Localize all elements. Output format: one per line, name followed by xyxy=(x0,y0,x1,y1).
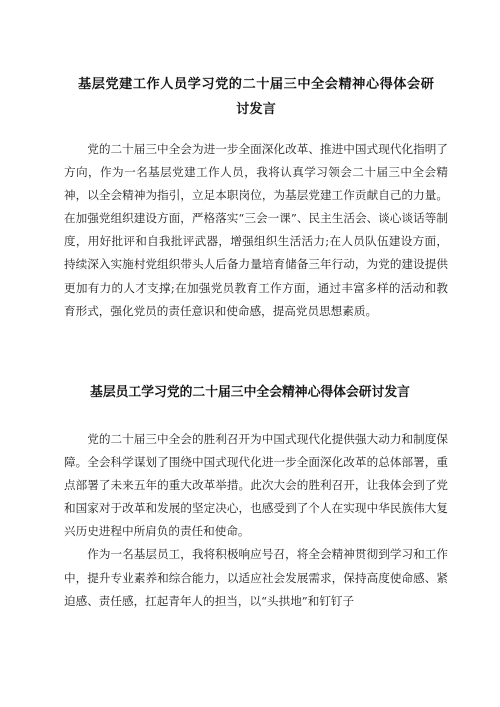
section-2-body xyxy=(64,428,448,613)
section-2-title: 基层员工学习党的二十届三中全会精神心得体会研讨发言 xyxy=(90,385,410,400)
section-1-paragraph: 党的二十届三中全会为进一步全面深化改革、推进中国式现代化指明了方向，作为一名基层党建工作人员，我将认真学习领会二十届三中全会精神，以全会精神为指引，立足本职岗位，为基层党建工作贡献自己的力量。在加强党组织建设方面，严格落实“三会一课”、民主生活会、谈心谈话等制度，用好批评和自我批评武器，增强组织生活活力;在人员队伍建设方面，持续深入实施村党组织带头人后备力量培育储备三年行动，为党的建设提供更加有力的人才支撑;在加强党员教育工作方面，通过丰富多样的活动和教育形式，强化党员的责任意识和使命感，提高党员思想素质。 xyxy=(64,142,448,318)
section-2-paragraph-2: 作为一名基层员工，我将积极响应号召，将全会精神贯彻到学习和工作中，提升专业素养和综合能力，以适应社会发展需求，保持高度使命感、紧迫感、责任感，扛起青年人的担当，以“头拱地”和钉钉子 xyxy=(64,547,448,608)
section-1-title: 基层党建工作人员学习党的二十届三中全会精神心得体会研讨发言 xyxy=(78,77,434,117)
section-2-paragraph-1: 党的二十届三中全会的胜利召开为中国式现代化提供强大动力和制度保障。全会科学谋划了围绕中国式现代化进一步全面深化改革的总体部署，重点部署了未来五年的重大改革举措。此次大会的胜利召开，让我体会到了党和国家对于改革和发展的坚定决心，也感受到了个人在实现中华民族伟大复兴历史进程中所肩负的责任和使命。 xyxy=(64,432,448,539)
